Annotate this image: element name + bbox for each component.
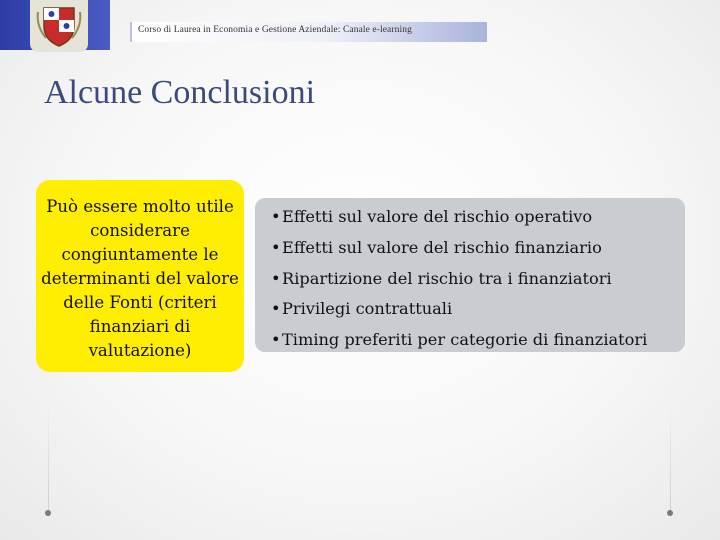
bullet-list <box>271 202 685 356</box>
callout-box <box>36 180 244 372</box>
slide-title: Alcune Conclusioni <box>44 74 316 111</box>
frame-line-left <box>48 400 49 512</box>
course-label: Corso di Laurea in Economia e Gestione Aziendale: Canale e-learning <box>138 25 412 35</box>
callout-text: Può essere molto utile considerare congiuntamente le determinanti del valore delle Fonti (criteri finanziari di valutazione) <box>41 197 239 360</box>
corner-dot-right <box>667 510 673 516</box>
bullet-text: Privilegi contrattuali <box>282 299 453 319</box>
bullet-item <box>271 233 685 264</box>
bullet-panel <box>255 198 685 352</box>
bullet-item <box>271 325 685 356</box>
frame-line-right <box>670 400 671 512</box>
university-logo-icon <box>30 0 88 52</box>
bullet-glyph: • <box>271 299 281 319</box>
bullet-glyph: • <box>271 237 281 257</box>
bullet-item <box>271 202 685 233</box>
bullet-text: Effetti sul valore del rischio finanziario <box>282 237 602 257</box>
bullet-text: Timing preferiti per categorie di finanziatori <box>282 330 648 350</box>
bullet-glyph: • <box>271 207 281 226</box>
bullet-text: Effetti sul valore del rischio operativo <box>282 207 593 226</box>
bullet-glyph: • <box>271 268 281 288</box>
corner-dot-left <box>45 510 51 516</box>
bullet-item <box>271 264 685 295</box>
bullet-glyph: • <box>271 330 281 350</box>
bullet-item <box>271 294 685 325</box>
bullet-text: Ripartizione del rischio tra i finanziatori <box>282 268 612 288</box>
